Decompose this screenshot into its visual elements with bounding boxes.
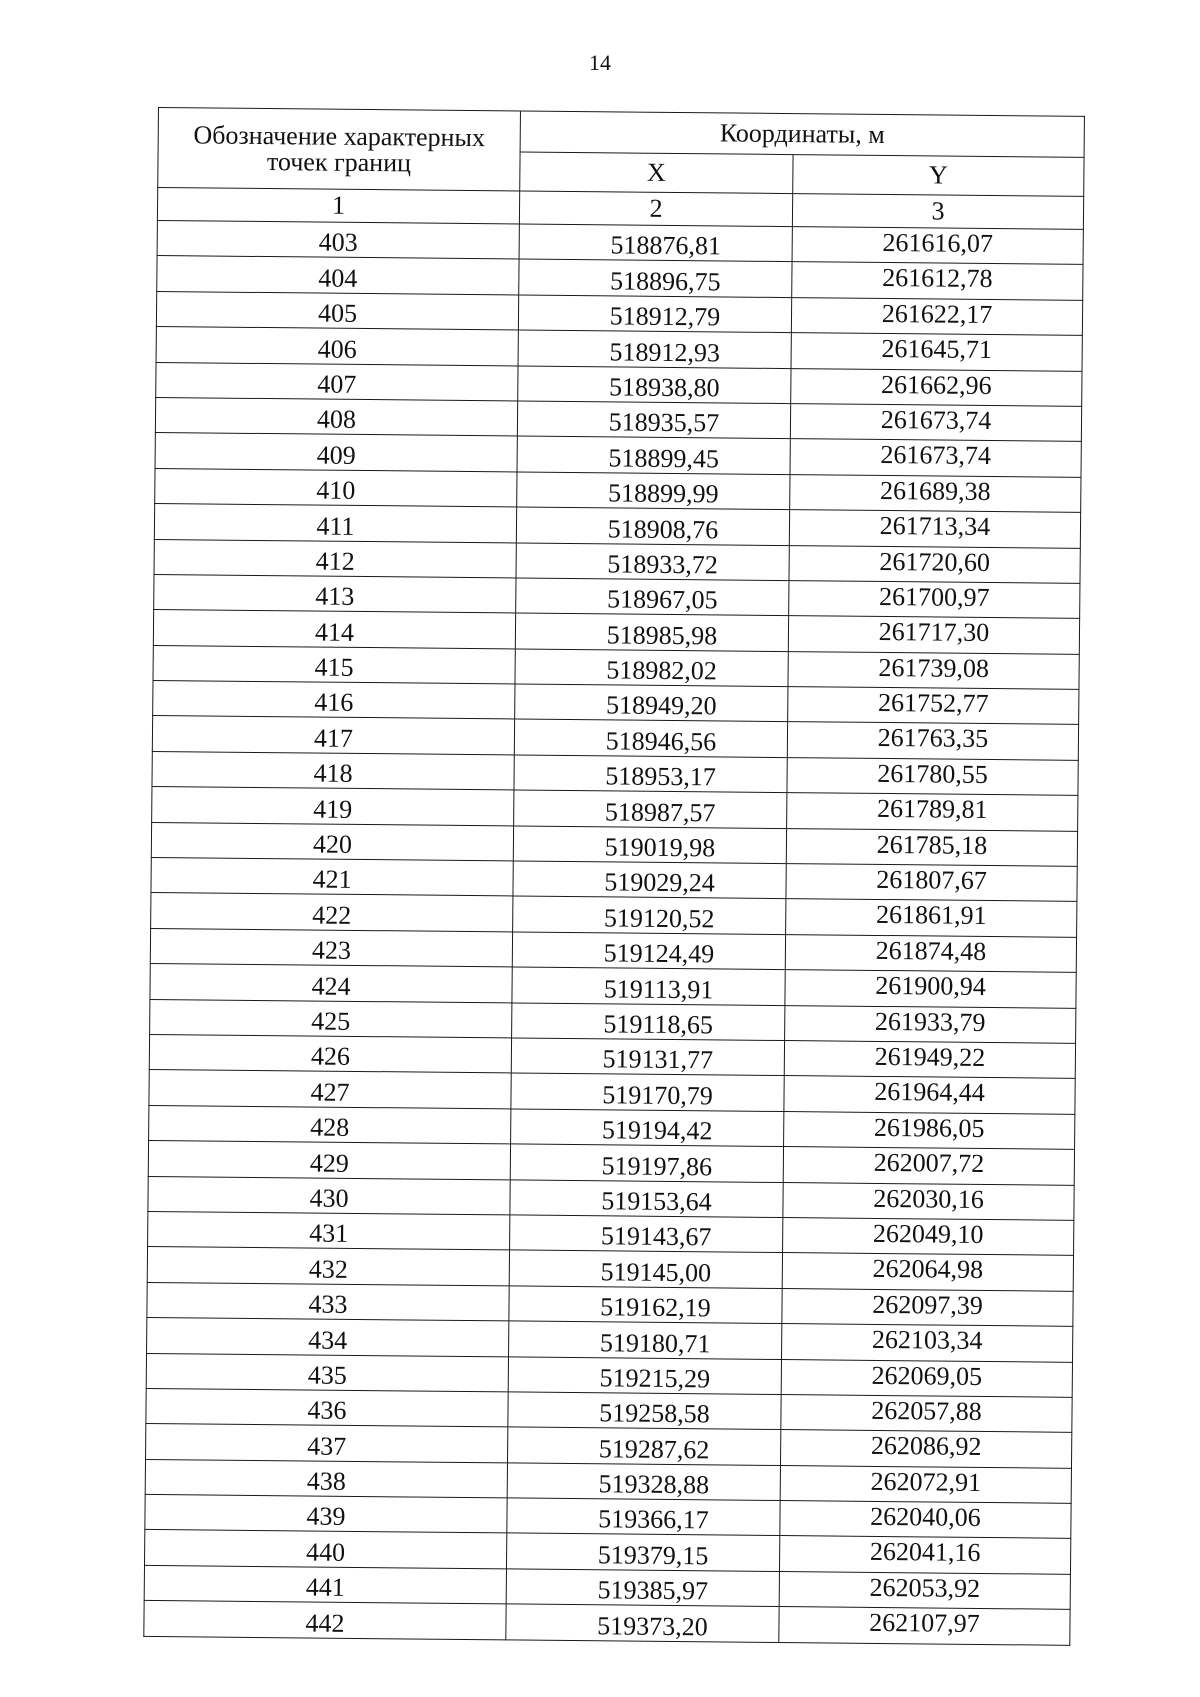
x-coordinate-cell: 519194,42	[511, 1109, 784, 1147]
y-coordinate-cell: 262057,88	[781, 1394, 1072, 1432]
point-designation-cell: 436	[146, 1388, 508, 1427]
point-designation-header	[158, 108, 521, 191]
point-designation-cell: 427	[149, 1070, 511, 1109]
column-number: 1	[157, 188, 519, 224]
x-coordinate-cell: 518899,45	[517, 436, 790, 474]
coordinates-header: Координаты, м	[520, 111, 1084, 157]
table-body	[144, 220, 1084, 1644]
y-coordinate-cell: 261673,74	[790, 439, 1081, 477]
y-coordinate-cell: 261789,81	[787, 793, 1078, 831]
y-coordinate-cell: 261986,05	[784, 1111, 1075, 1149]
x-coordinate-cell: 519131,77	[511, 1038, 784, 1076]
y-coordinate-cell: 262069,05	[781, 1359, 1072, 1397]
y-coordinate-cell: 261752,77	[788, 687, 1079, 725]
point-designation-cell: 416	[153, 681, 515, 720]
point-designation-header-line1: Обозначение характерных	[193, 119, 486, 152]
y-coordinate-cell: 262053,92	[779, 1571, 1070, 1609]
x-coordinate-cell: 518912,79	[518, 295, 791, 333]
x-coordinate-cell: 518982,02	[515, 649, 788, 687]
point-designation-cell: 417	[152, 716, 514, 755]
point-designation-cell: 418	[152, 751, 514, 790]
y-coordinate-cell: 262086,92	[780, 1430, 1071, 1468]
x-coordinate-cell: 519379,15	[506, 1533, 779, 1571]
coordinates-table	[143, 107, 1085, 1645]
point-designation-cell: 406	[156, 327, 518, 366]
x-coordinate-cell: 519215,29	[508, 1356, 781, 1394]
y-coordinate-cell: 262103,34	[782, 1324, 1073, 1362]
y-coordinate-cell: 261717,30	[788, 616, 1079, 654]
point-designation-cell: 407	[156, 362, 518, 401]
y-coordinate-cell: 261720,60	[789, 545, 1080, 583]
point-designation-cell: 419	[152, 787, 514, 826]
point-designation-cell: 422	[151, 893, 513, 932]
point-designation-cell: 415	[153, 645, 515, 684]
column-number: 2	[519, 191, 792, 227]
y-coordinate-cell: 261645,71	[791, 333, 1082, 371]
y-coordinate-cell: 262041,16	[779, 1536, 1070, 1574]
page-number: 14	[589, 50, 611, 75]
point-designation-cell: 437	[146, 1424, 508, 1463]
point-designation-cell: 442	[144, 1601, 506, 1640]
point-designation-cell: 425	[150, 999, 512, 1038]
x-coordinate-cell: 519366,17	[507, 1498, 780, 1536]
y-coordinate-cell: 261785,18	[786, 828, 1077, 866]
point-designation-cell: 413	[154, 574, 516, 613]
point-designation-cell: 432	[147, 1247, 509, 1286]
y-coordinate-cell: 262107,97	[779, 1607, 1070, 1645]
y-coordinate-cell: 261616,07	[792, 227, 1083, 265]
point-designation-cell: 403	[157, 220, 519, 259]
x-coordinate-cell: 519180,71	[509, 1321, 782, 1359]
x-coordinate-cell: 518899,99	[517, 472, 790, 510]
x-coordinate-cell: 518935,57	[517, 401, 790, 439]
table-header	[157, 108, 1084, 230]
x-coordinate-cell: 519162,19	[509, 1286, 782, 1324]
point-designation-cell: 411	[154, 504, 516, 543]
x-coordinate-cell: 518946,56	[514, 719, 787, 757]
y-coordinate-cell: 261739,08	[788, 651, 1079, 689]
point-designation-cell: 420	[151, 822, 513, 861]
x-coordinate-cell: 519120,52	[513, 896, 786, 934]
point-designation-cell: 423	[150, 928, 512, 967]
x-coordinate-cell: 518933,72	[516, 542, 789, 580]
y-coordinate-cell: 261949,22	[784, 1041, 1075, 1079]
x-coordinate-cell: 519197,86	[510, 1144, 783, 1182]
y-coordinate-cell: 261700,97	[789, 580, 1080, 618]
y-coordinate-cell: 261612,78	[792, 262, 1083, 300]
x-coordinate-cell: 518985,98	[515, 613, 788, 651]
y-coordinate-cell: 261874,48	[785, 934, 1076, 972]
y-coordinate-cell: 261763,35	[787, 722, 1078, 760]
x-coordinate-cell: 518987,57	[514, 790, 787, 828]
point-designation-header-line2: точек границ	[266, 146, 412, 177]
x-coordinate-cell: 519143,67	[510, 1215, 783, 1253]
point-designation-cell: 428	[149, 1105, 511, 1144]
x-coordinate-cell: 518876,81	[519, 224, 792, 262]
x-coordinate-cell: 518896,75	[519, 259, 792, 297]
point-designation-cell: 431	[148, 1211, 510, 1250]
x-coordinate-cell: 519019,98	[513, 826, 786, 864]
x-coordinate-cell: 518949,20	[515, 684, 788, 722]
y-coordinate-cell: 261900,94	[785, 970, 1076, 1008]
x-coordinate-cell: 518908,76	[516, 507, 789, 545]
x-coordinate-cell: 518967,05	[516, 578, 789, 616]
point-designation-cell: 414	[153, 610, 515, 649]
y-coordinate-cell: 262007,72	[783, 1147, 1074, 1185]
y-coordinate-cell: 261861,91	[786, 899, 1077, 937]
x-coordinate-cell: 519258,58	[508, 1392, 781, 1430]
point-designation-cell: 404	[157, 256, 519, 295]
point-designation-cell: 426	[149, 1034, 511, 1073]
x-coordinate-cell: 519113,91	[512, 967, 785, 1005]
x-coordinate-cell: 518912,93	[518, 330, 791, 368]
point-designation-cell: 435	[146, 1353, 508, 1392]
y-coordinate-cell: 262030,16	[783, 1182, 1074, 1220]
x-coordinate-cell: 519118,65	[512, 1003, 785, 1041]
x-coordinate-cell: 519385,97	[506, 1569, 779, 1607]
x-coordinate-cell: 518953,17	[514, 755, 787, 793]
x-column-header: X	[520, 152, 793, 194]
x-coordinate-cell: 519287,62	[508, 1427, 781, 1465]
x-coordinate-cell: 519153,64	[510, 1179, 783, 1217]
point-designation-cell: 408	[155, 397, 517, 436]
y-coordinate-cell: 261662,96	[791, 368, 1082, 406]
column-number: 3	[792, 194, 1083, 230]
y-coordinate-cell: 261933,79	[785, 1005, 1076, 1043]
point-designation-cell: 434	[147, 1318, 509, 1357]
y-coordinate-cell: 262040,06	[780, 1501, 1071, 1539]
x-coordinate-cell: 519124,49	[512, 932, 785, 970]
y-coordinate-cell: 261713,34	[789, 510, 1080, 548]
y-coordinate-cell: 262097,39	[782, 1288, 1073, 1326]
coordinates-table-container	[143, 107, 1084, 1645]
point-designation-cell: 440	[145, 1530, 507, 1569]
point-designation-cell: 433	[147, 1282, 509, 1321]
point-designation-cell: 424	[150, 964, 512, 1003]
point-designation-cell: 438	[145, 1459, 507, 1498]
x-coordinate-cell: 519170,79	[511, 1073, 784, 1111]
x-coordinate-cell: 518938,80	[518, 366, 791, 404]
y-coordinate-cell: 261622,17	[791, 297, 1082, 335]
point-designation-cell: 429	[148, 1141, 510, 1180]
x-coordinate-cell: 519029,24	[513, 861, 786, 899]
y-coordinate-cell: 261689,38	[790, 474, 1081, 512]
y-coordinate-cell: 262049,10	[783, 1217, 1074, 1255]
point-designation-cell: 405	[156, 291, 518, 330]
y-coordinate-cell: 261780,55	[787, 757, 1078, 795]
x-coordinate-cell: 519145,00	[509, 1250, 782, 1288]
point-designation-cell: 430	[148, 1176, 510, 1215]
y-coordinate-cell: 261964,44	[784, 1076, 1075, 1114]
table-row	[144, 1601, 1070, 1645]
y-coordinate-cell: 262072,91	[780, 1465, 1071, 1503]
y-coordinate-cell: 261807,67	[786, 864, 1077, 902]
x-coordinate-cell: 519373,20	[506, 1604, 779, 1642]
point-designation-cell: 421	[151, 858, 513, 897]
point-designation-cell: 441	[144, 1565, 506, 1604]
x-coordinate-cell: 519328,88	[507, 1463, 780, 1501]
y-coordinate-cell: 262064,98	[782, 1253, 1073, 1291]
y-coordinate-cell: 261673,74	[790, 404, 1081, 442]
point-designation-cell: 439	[145, 1495, 507, 1534]
point-designation-cell: 412	[154, 539, 516, 578]
point-designation-cell: 409	[155, 433, 517, 472]
point-designation-cell: 410	[155, 468, 517, 507]
y-column-header: Y	[793, 154, 1084, 196]
